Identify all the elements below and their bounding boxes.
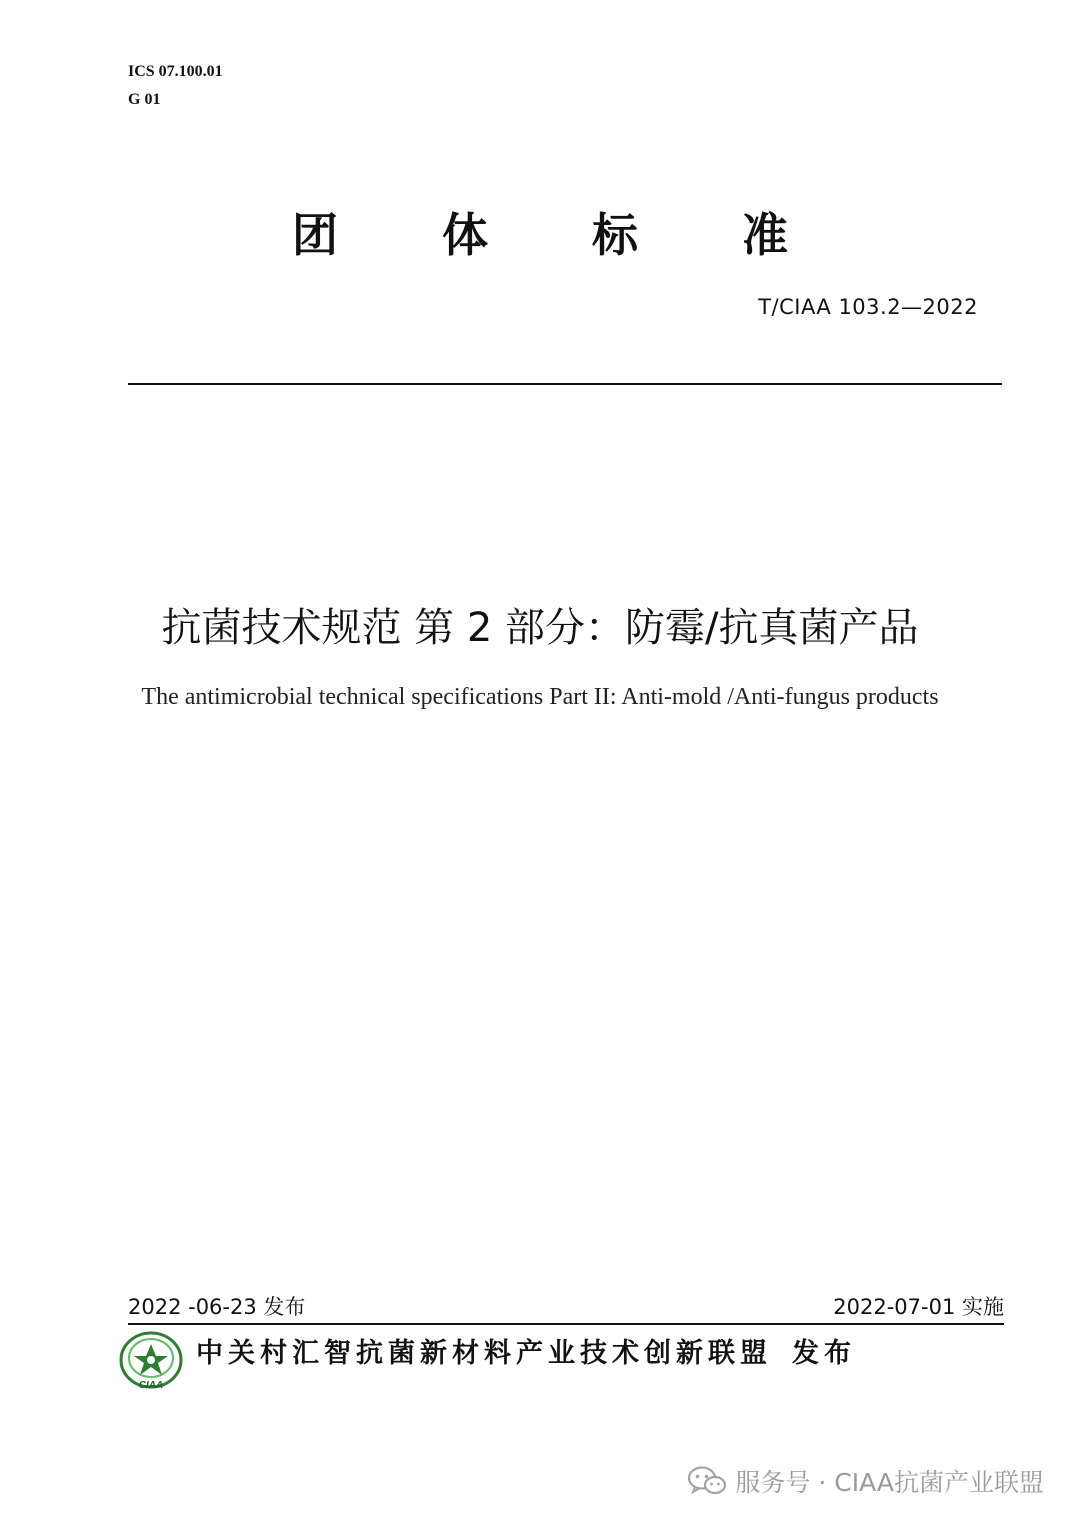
logo-center	[147, 1356, 155, 1364]
publish-date: 2022 -06-23 发布	[128, 1295, 306, 1319]
chinese-title: 抗菌技术规范 第 2 部分：防霉/抗真菌产品	[161, 605, 919, 651]
publisher-line	[196, 1334, 856, 1374]
implement-date: 2022-07-01 实施	[833, 1295, 1004, 1319]
ics-header	[128, 58, 223, 114]
publisher-action: 发布	[792, 1338, 856, 1369]
publisher-name: 中关村汇智抗菌新材料产业技术创新联盟	[196, 1338, 772, 1369]
english-title: The antimicrobial technical specifications Part II: Anti-mold /Anti-fungus products	[141, 684, 939, 710]
ccs-code: G 01	[128, 91, 161, 108]
top-divider	[128, 383, 1002, 385]
ics-code: ICS 07.100.01	[128, 63, 223, 80]
wechat-icon	[687, 1465, 727, 1497]
bottom-divider	[128, 1323, 1004, 1325]
logo-text: CIAA	[138, 1380, 164, 1391]
ciaa-logo	[116, 1330, 186, 1392]
standard-type-heading: 团 体 标 准	[291, 208, 833, 262]
wechat-watermark	[687, 1461, 1044, 1501]
watermark-text: 服务号 · CIAA抗菌产业联盟	[735, 1468, 1044, 1497]
standard-number: T/CIAA 103.2—2022	[758, 295, 978, 319]
